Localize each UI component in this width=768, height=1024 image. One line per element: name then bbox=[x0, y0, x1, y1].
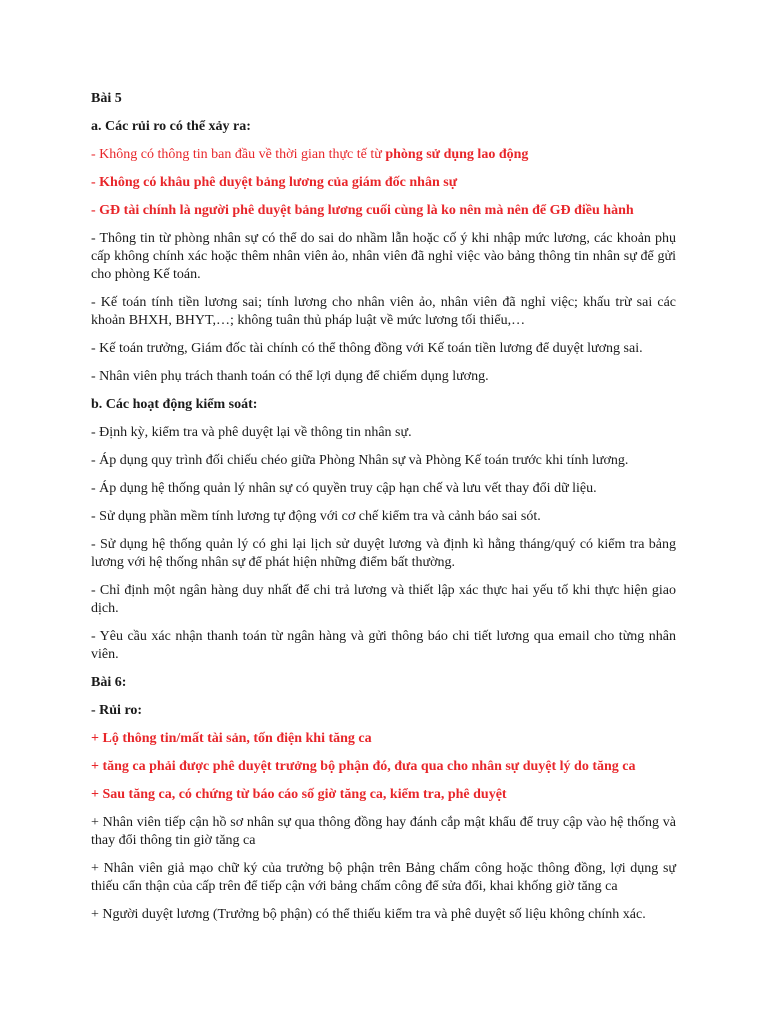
red-note-1-text: - Không có thông tin ban đầu về thời gian thực tế từ bbox=[91, 147, 386, 162]
bai6-item: + Nhân viên tiếp cận hồ sơ nhân sự qua thông đồng hay đánh cắp mật khẩu để truy cập vào hệ thống và thay đổi thông tin giờ tăng ca bbox=[91, 815, 676, 848]
red-note-1 bbox=[91, 146, 676, 164]
control-paragraph: - Sử dụng phần mềm tính lương tự động với cơ chế kiểm tra và cảnh báo sai sót. bbox=[91, 509, 541, 524]
document-page bbox=[91, 90, 676, 934]
red-item: + Lộ thông tin/mất tài sản, tốn điện khi tăng ca bbox=[91, 731, 372, 746]
bai6-item: + Người duyệt lương (Trưởng bộ phận) có thể thiếu kiểm tra và phê duyệt số liệu không chính xác. bbox=[91, 907, 646, 922]
control-paragraph: - Sử dụng hệ thống quản lý có ghi lại lịch sử duyệt lương và định kì hằng tháng/quý có kiểm tra bảng lương với hệ thống nhân sự để phát hiện những điểm bất thường. bbox=[91, 537, 676, 570]
control-paragraph: - Áp dụng hệ thống quản lý nhân sự có quyền truy cập hạn chế và lưu vết thay đổi dữ liệu. bbox=[91, 481, 597, 496]
control-paragraph: - Định kỳ, kiểm tra và phê duyệt lại về thông tin nhân sự. bbox=[91, 425, 412, 440]
section-a-heading: a. Các rủi ro có thể xảy ra: bbox=[91, 119, 251, 134]
red-note-3: - GĐ tài chính là người phê duyệt bảng lương cuối cùng là ko nên mà nên để GĐ điều hành bbox=[91, 203, 634, 218]
red-item: + Sau tăng ca, có chứng từ báo cáo số giờ tăng ca, kiểm tra, phê duyệt bbox=[91, 787, 507, 802]
risk-paragraph: - Nhân viên phụ trách thanh toán có thể lợi dụng để chiếm dụng lương. bbox=[91, 369, 489, 384]
bai6-item: + Nhân viên giả mạo chữ ký của trưởng bộ phận trên Bảng chấm công hoặc thông đồng, lợi dụng sự thiếu cẩn thận của cấp trên để tiếp cận với bảng chấm công để sửa đổi, khai khống giờ tăng ca bbox=[91, 861, 676, 894]
risk-paragraph: - Kế toán tính tiền lương sai; tính lương cho nhân viên ảo, nhân viên đã nghỉ việc; khấu trừ sai các khoản BHXH, BHYT,…; không tuân thủ pháp luật về mức lương tối thiểu,… bbox=[91, 295, 676, 328]
bai5-title: Bài 5 bbox=[91, 91, 122, 106]
bai6-title: Bài 6: bbox=[91, 675, 127, 690]
risk-paragraph: - Thông tin từ phòng nhân sự có thể do sai do nhầm lẫn hoặc cố ý khi nhập mức lương, các khoản phụ cấp không chính xác hoặc thêm nhân viên ảo, nhân viên đã nghỉ việc vào bảng thông tin nhân sự để gửi cho phòng Kế toán. bbox=[91, 231, 676, 282]
section-b-heading: b. Các hoạt động kiểm soát: bbox=[91, 397, 258, 412]
control-paragraph: - Yêu cầu xác nhận thanh toán từ ngân hàng và gửi thông báo chi tiết lương qua email cho từng nhân viên. bbox=[91, 629, 676, 662]
red-item: + tăng ca phải được phê duyệt trưởng bộ phận đó, đưa qua cho nhân sự duyệt lý do tăng ca bbox=[91, 759, 636, 774]
control-paragraph: - Chỉ định một ngân hàng duy nhất để chi trả lương và thiết lập xác thực hai yếu tố khi thực hiện giao dịch. bbox=[91, 583, 676, 616]
control-paragraph: - Áp dụng quy trình đối chiếu chéo giữa Phòng Nhân sự và Phòng Kế toán trước khi tính lương. bbox=[91, 453, 629, 468]
red-note-2: - Không có khâu phê duyệt bảng lương của giám đốc nhân sự bbox=[91, 175, 458, 190]
risk-heading: - Rủi ro: bbox=[91, 703, 143, 718]
red-note-1-bold: phòng sử dụng lao động bbox=[385, 147, 529, 162]
risk-paragraph: - Kế toán trưởng, Giám đốc tài chính có thể thông đồng với Kế toán tiền lương để duyệt lương sai. bbox=[91, 341, 643, 356]
